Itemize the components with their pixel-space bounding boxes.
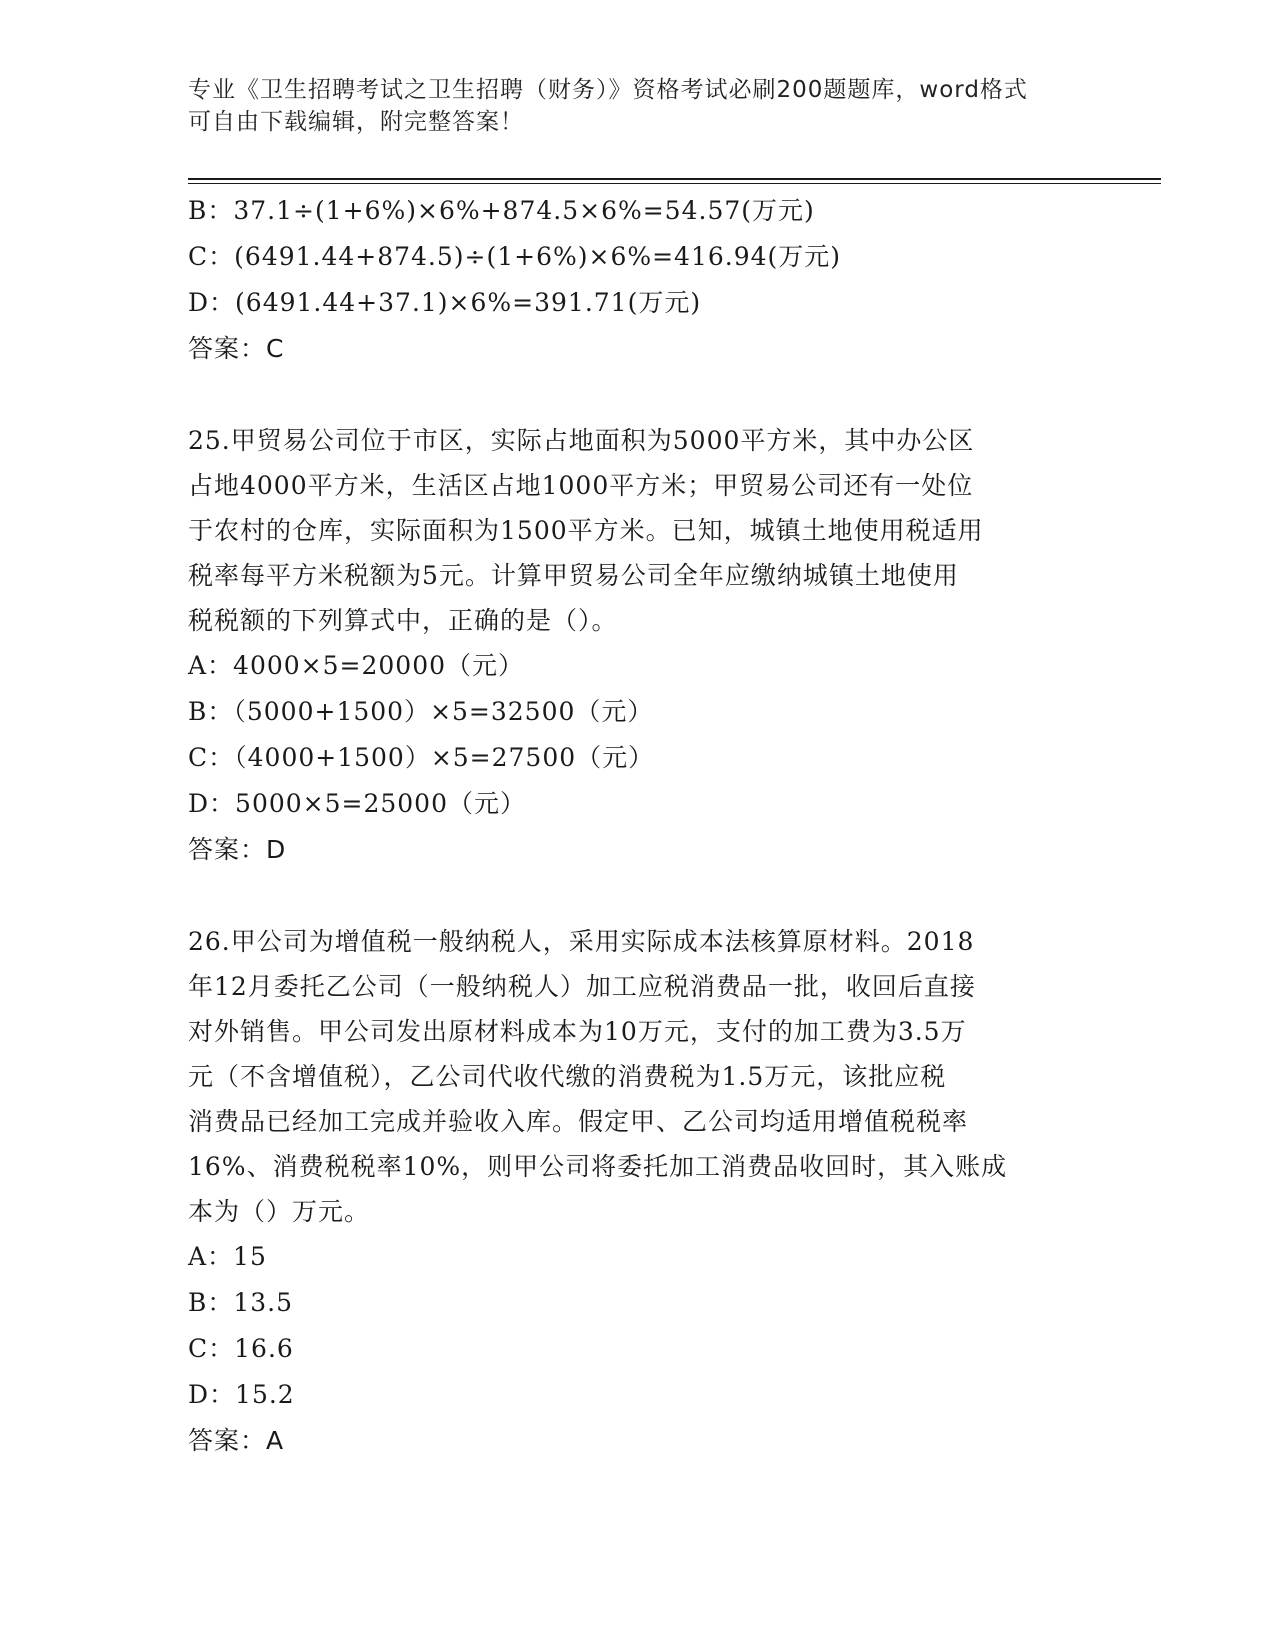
spacer: [188, 372, 1088, 418]
header-divider-thin: [188, 183, 1161, 184]
question-text-line: 元（不含增值税），乙公司代收代缴的消费税为1.5万元，该批应税: [188, 1062, 947, 1091]
question-prev: [188, 188, 1088, 372]
question-text-line: 年12月委托乙公司（一般纳税人）加工应税消费品一批，收回后直接: [188, 972, 976, 1001]
option-d: D：(6491.44+37.1)×6%=391.71(万元): [188, 288, 702, 317]
question-25: [188, 418, 1088, 873]
spacer: [188, 873, 1088, 919]
answer-line: 答案：D: [188, 835, 287, 864]
option-a: A：15: [188, 1242, 267, 1271]
question-text-line: 税税额的下列算式中，正确的是（）。: [188, 606, 618, 635]
header-divider-thick: [188, 178, 1161, 180]
option-c: C：（4000+1500）×5=27500（元）: [188, 743, 655, 772]
option-c: C：16.6: [188, 1334, 294, 1363]
question-text-line: 消费品已经加工完成并验收入库。假定甲、乙公司均适用增值税税率: [188, 1107, 969, 1136]
option-b: B：37.1÷(1+6%)×6%+874.5×6%=54.57(万元): [188, 196, 815, 225]
option-c: C：(6491.44+874.5)÷(1+6%)×6%=416.94(万元): [188, 242, 842, 271]
document-header: [188, 74, 1068, 138]
question-text-line: 于农村的仓库，实际面积为1500平方米。已知，城镇土地使用税适用: [188, 516, 984, 545]
question-26: [188, 919, 1088, 1464]
question-text-line: 25.甲贸易公司位于市区，实际占地面积为5000平方米，其中办公区: [188, 426, 975, 455]
question-text-line: 26.甲公司为增值税一般纳税人，采用实际成本法核算原材料。2018: [188, 927, 975, 956]
option-b: B：（5000+1500）×5=32500（元）: [188, 697, 654, 726]
answer-line: 答案：A: [188, 1426, 285, 1455]
option-a: A：4000×5=20000（元）: [188, 651, 525, 680]
question-text-line: 税率每平方米税额为5元。计算甲贸易公司全年应缴纳城镇土地使用: [188, 561, 959, 590]
question-text-line: 16%、消费税税率10%，则甲公司将委托加工消费品收回时，其入账成: [188, 1152, 1008, 1181]
document-body: [188, 188, 1088, 1464]
question-text-line: 占地4000平方米，生活区占地1000平方米；甲贸易公司还有一处位: [188, 471, 974, 500]
header-title-line-1: 专业《卫生招聘考试之卫生招聘（财务）》资格考试必刷200题题库，word格式: [188, 77, 1028, 103]
header-title-line-2: 可自由下载编辑，附完整答案！: [188, 109, 524, 135]
option-d: D：5000×5=25000（元）: [188, 789, 526, 818]
question-text-line: 本为（）万元。: [188, 1197, 371, 1226]
option-d: D：15.2: [188, 1380, 295, 1409]
answer-line: 答案：C: [188, 334, 285, 363]
option-b: B：13.5: [188, 1288, 294, 1317]
question-text-line: 对外销售。甲公司发出原材料成本为10万元，支付的加工费为3.5万: [188, 1017, 967, 1046]
